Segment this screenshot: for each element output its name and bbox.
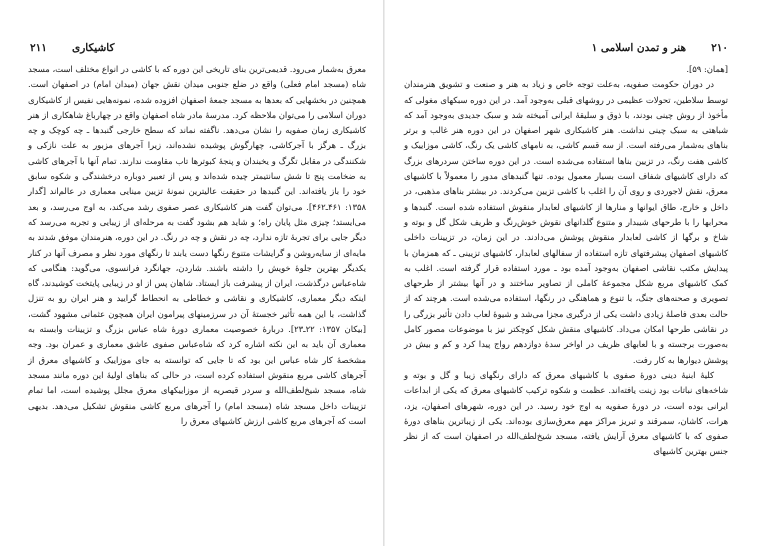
- right-paragraph-1: [همان: ۵۹].: [686, 64, 728, 74]
- right-body-text: [404, 62, 728, 460]
- right-page-number: ۲۱۰: [711, 42, 728, 54]
- right-paragraph-2: در دوران حکومت صفویه، به‌علت توجه خاص و زیاد به هنر و صنعت و تشویق هنرمندان توسط سلاطین، تحولات عظیمی در روشهای قبلی به‌وجود آمد. در این دوره سبکهای مغولی که مأخوذ از روش چینی بودند، با ذوق و سلیقهٔ ایرانی آمیخته شد و سبک جدیدی به‌وجود آمد که شباهتی به سبک چینی نداشت. هنر کاشیکاری شهر اصفهان در این دوره هنر غالب و برتر بناهای به‌شمار می‌رفته است. از سه قسم کاشی، به نامهای کاشی یک رنگ، کاشی موزاییک و کاشی هفت رنگ، در تزیین بناها استفاده می‌شده است. در این دوره ساختن سردرهای بزرگ که دارای کاشیهای شفاف است بسیار معمول بوده. تنها گنبدهای مدور را معمولاً با کاشیهای معرق، نقش لاجوردی و روی آن را اغلب با کاشی تزیین می‌کردند. در بیشتر بناهای مذهبی، در داخل و خارج، طاق ایوانها و منارها از کاشیهای لعابدار منقوش استفاده شده است. گنبدها و محرابها را با طرحهای شیبدار و متنوع گلدانهای نقوش خوش‌رنگ و ظریف شکل گل و بوته و شاخ و برگها از کاشی لعابدار منقوش پوشش می‌دادند. در این زمان، در تزیینات داخلی کاشیهای اصفهان پیشرفتهای تازه استفاده از سفالهای لعابدار، کاشیهای تزیینی ـ که همزمان با پیدایش مکتب نقاشی اصفهان به‌وجود آمده بود ـ مورد استفاده قرار گرفته است. اغلب به کمک کاشیهای مربع شکل مجموعهٔ کاملی از تصاویر ساختند و در آنها بیشتر از طرحهای تصویری و صحنه‌های جنگ، با تنوع و هماهنگی در رنگها، استفاده می‌شده است. هرچند که از حالت بعدی فاصلهٔ زیادی داشت یکی از درگیری مجزا می‌شد و شیوهٔ لعاب دادن تأثیر بزرگی را در نقاشی طرحها امکان می‌داد. کاشیهای منقش شکل کوچکتر نیز با موضوعات مصور کامل به‌صورت برجسته و با لعابهای ظریف در اواخر سدهٔ دوازدهم رواج پیدا کرد و کم و بیش در پوشش دیوارها به کار رفت.: [404, 79, 728, 365]
- left-running-head: کاشیکاری: [72, 42, 115, 54]
- right-running-head: هنر و تمدن اسلامی ۱: [591, 42, 686, 54]
- left-page-header: [30, 42, 362, 58]
- left-paragraph-1: معرق به‌شمار می‌رود. قدیمی‌ترین بنای تاریخی این دوره که با کاشی در انواع مختلف است، مسجد شاه (مسجد امام فعلی) واقع در ضلع جنوبی میدان نقش جهان (میدان امام) در اصفهان است. همچنین در بخشهایی که بعدها به مسجد جمعهٔ اصفهان افزوده شده، نمونه‌هایی نفیس از کاشیکاری دوران اسلامی را می‌توان ملاحظه کرد. مدرسهٔ مادر شاه اصفهان واقع در چهارباغ شاهکاری از هنر کاشیکاری زمان صفویه را نشان می‌دهد. ناگفته نماند که سطح خارجی گنبدها ـ چه کوچک و چه بزرگ ـ هرگز با آجرکاشی، چهارگوش پوشیده نشده‌اند، زیرا آجرهای مزبور به علت نازکی و شکنندگی در مقابل تگرگ و یخبندان و پنجهٔ کبوترها تاب مقاومت ندارند. تمام آنها با آجرهای کاشی به ضخامت پنج تا شش سانتیمتر چیده شده‌اند و پس از تعبیر دوباره درخشندگی و شکوه سابق خود را باز یافته‌اند. این گنبدها در حقیقت عالیترین نمونهٔ تزیین مینایی معماری در عالم‌اند [گدار ۱۳۵۸: ۴۶۱ـ۴۶۲]. می‌توان گفت هنر کاشیکاری عصر صفوی رشد می‌کند، به اوج می‌رسد، و بعد می‌ایستد؛ چیزی مثل پایان راه؛ و شاید هم بشود گفت به مرحله‌ای از زیبایی و تجربه می‌رسد که دیگر جایی برای تجربهٔ تازه ندارد، چه در نقش و چه در رنگ. در این دوره، هنرمندان موفق شدند به مایه‌ای از سایه‌روشن و گرایشات متنوع رنگها دست یابند تا رنگهای مورد نظر و مصرف آنها در کنار یکدیگر بهترین جلوهٔ خویش را داشته باشند. شاردن، جهانگرد فرانسوی، می‌گوید: هنگامی که شاه‌عباس درگذشت، ایران از پیشرفت باز ایستاد. شاهان پس از او در زیبایی پایتخت کوشیدند، گاه اینکه دیگر معماری، کاشیکاری و نقاشی و خطاطی به انحطاط گرایید و هنر ایران رو به تنزل گذاشت، با این همه تأثیر خجستهٔ آن در سرزمینهای پیرامون ایران همچون عثمانی مشهود گشت، [بیکان ۱۳۵۷: ۲۲ـ۲۳]. دربارهٔ خصوصیت معماری دورهٔ شاه عباس بزرگ و تزیینات وابسته به معماری آن باید به این نکته اشاره کرد که شاه‌عباس صفوی عاشق معماری و عمران بود. وجه مشخصهٔ کار شاه عباس این بود که تا جایی که توانسته به جای موزاییک و کاشیهای معرق از آجرهای کاشی مربع منقوش استفاده کرده است، در حالی که بناهای اولیهٔ این دوره مانند مسجد شاه، مسجد شیخ‌لطف‌الله و سردر قیصریه از موزاییکهای معرق مجلل پوشیده است، اما تمام تزیینات داخل مسجد شاه (مسجد امام) را آجرهای مربع کاشی منقوش تشکیل می‌دهد. بدیهی است که آجرهای مربع کاشی ارزش کاشیهای معرق را: [28, 64, 366, 426]
- left-page-number: ۲۱۱: [30, 42, 47, 54]
- left-body-text: [28, 62, 366, 429]
- right-page: [384, 0, 768, 546]
- right-page-header: [406, 42, 728, 58]
- right-paragraph-3: کلیهٔ ابنیهٔ دینی دورهٔ صفوی با کاشیهای معرق که دارای رنگهای زیبا و گل و بوته و شاخه‌های نباتات بود زینت یافته‌اند. عظمت و شکوه ترکیب کاشیهای معرق که یکی از ابداعات ایرانی بوده است، در دورهٔ صفویه به اوج خود رسید. در این دوره، شهرهای اصفهان، یزد، هرات، کاشان، سمرقند و تبریز مراکز مهم معرق‌سازی بوده‌اند. یکی از زیباترین بناهای دورهٔ صفوی که با کاشیهای معرق آرایش یافته، مسجد شیخ‌لطف‌الله در اصفهان است که از نظر جنس بهترین کاشیهای: [404, 369, 728, 457]
